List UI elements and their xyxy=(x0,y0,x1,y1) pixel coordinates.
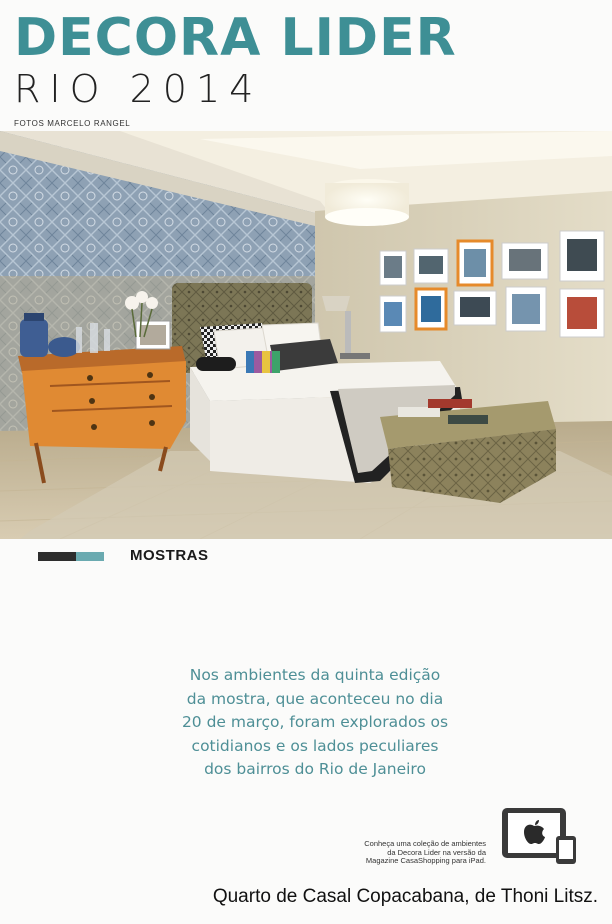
magazine-title: DECORA LIDER xyxy=(14,8,457,68)
photo-caption: Quarto de Casal Copacabana, de Thoni Litsz. xyxy=(212,886,598,907)
section-bar-teal xyxy=(76,552,104,561)
ipad-note-line: da Decora Lider na versão da xyxy=(387,847,486,857)
ipad-note-line: Conheça uma coleção de ambientes xyxy=(364,839,486,848)
intro-line: 20 de março, foram explorados os xyxy=(181,713,449,731)
intro-line: dos bairros do Rio de Janeiro xyxy=(204,760,426,778)
event-subtitle: RIO 2014 xyxy=(14,67,263,111)
ipad-note-line: Magazine CasaShopping para iPad. xyxy=(365,856,486,865)
ipad-device-icon xyxy=(500,806,580,866)
intro-text xyxy=(130,664,500,782)
photo-credit: FOTOS MARCELO RANGEL xyxy=(14,119,131,128)
section-label: MOSTRAS xyxy=(130,547,209,564)
bedroom-photo xyxy=(0,131,612,539)
intro-line: da mostra, que aconteceu no dia xyxy=(186,689,444,708)
bedroom-illustration xyxy=(0,131,612,539)
intro-line: Nos ambientes da quinta edição xyxy=(189,666,441,684)
intro-line: cotidianos e os lados peculiares xyxy=(191,736,439,755)
ipad-note xyxy=(290,840,486,866)
section-bar-dark xyxy=(38,552,76,561)
